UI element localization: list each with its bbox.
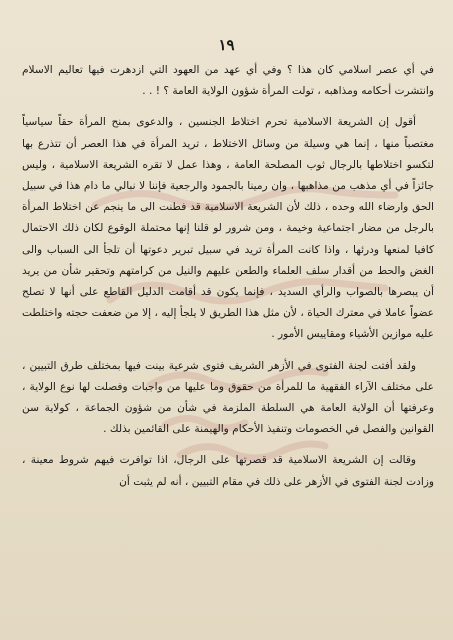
page-number: ١٩: [218, 36, 235, 54]
paragraph-1: في أي عصر اسلامي كان هذا ؟ وفي أي عهد من العهود التي ازدهرت فيها تعاليم الاسلام وانتشرت أحكامه ومذاهبه ، تولت المرأة شؤون الولاية العامة ؟ ! . .: [22, 64, 434, 98]
paragraph-3: ولقد أفتت لجنة الفتوى في الأزهر الشريف فتوى شرعية بينت فيها بمختلف طرق التبيين ، على مختلف الآراء الفقهية ما للمرأة من حقوق وما عليها من واجبات وفصلت لها نوع الولاية ، وعرفتها أن الولاية العامة هي السلطة الملزمة في شأن من شؤون الجماعة ، كولاية سن القوانين والفصل في الخصومات وتنفيذ الأحكام والهيمنة على القائمين بذلك .: [22, 359, 434, 436]
paragraph-4: وقالت إن الشريعة الاسلامية قد قصرتها على الرجال، اذا توافرت فيهم شروط معينة ، وزادت لجنة الفتوى في الأزهر على ذلك في مقام التبيين ، أنه لم يثبت أن: [22, 454, 434, 488]
body-text: [22, 60, 434, 493]
paragraph-2: أقول إن الشريعة الاسلامية تحرم اختلاط الجنسين ، والدعوى بمنح المرأة حقاً سياسياً مغتصباً منها ، إنما هي وسيلة من وسائل الاختلاط ، تريد المرأة في هذا العصر أن تتذرع بها لتكسو اختلاطها بالرجال ثوب المصلحة العامة ، وهذا عمل لا تقره الشريعة الاسلامية ، وليس جائزاً في أي مذهب من مذاهبها ، وان رمينا بالجمود والرجعية فإننا لا نبالي ما دام هذا في سبيل الحق وارضاء الله وحده ، ذلك لأن الشريعة الاسلامية قد فطنت الى ما ينجم عن اختلاط المرأة بالرجل من مضار اجتماعية وخيمة ، ومن شرور لو قلنا إنها محتملة الوقوع لكان ذلك الاحتمال كافيا لمنعها ودرئها ، واذا كانت المرأة تريد في سبيل تبرير دعوتها أن تلجأ الى السباب والى الغض والحط من أقدار سلف العلماء والطعن عليهم والنيل من كرامتهم وتحقير شأن من يريد أن يبصرها بالصواب والرأي السديد ، فإنما يكون قد أقامت الدليل القاطع على أنها لا تصلح عضواً عاملا في معترك الحياة ، لأن مثل هذا الطريق لا يلجأ إليه ، إلا من ضعفت حجته واختلطت عليه موازين الأشياء ومقاييس الأمور .: [22, 116, 434, 341]
